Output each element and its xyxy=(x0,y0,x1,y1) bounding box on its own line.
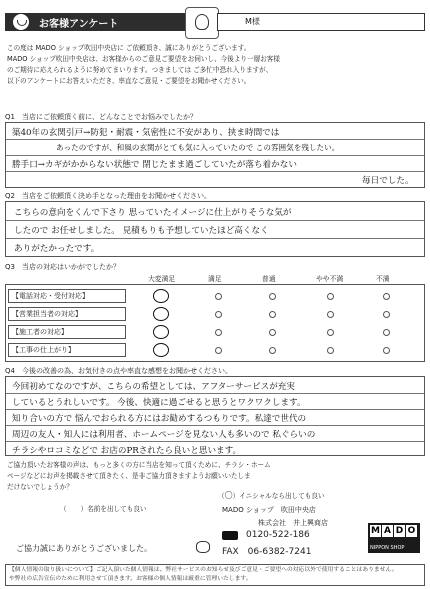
customer-name: M様 xyxy=(245,17,260,26)
q3-radio[interactable] xyxy=(327,293,334,300)
q3-row-installer: 【施工者の対応】 xyxy=(8,325,126,339)
q3-radio[interactable] xyxy=(215,329,222,336)
footnote-line: や弊社の広告宣伝のために利用させて頂きます。お客様の個人情報は厳重に管理いたします。 xyxy=(9,576,252,582)
q2-question: Q2 当店をご依頼頂く決め手となった理由をお聞かせください。 xyxy=(5,192,211,200)
q4-answer-line: チラシやロコミなどで お店のPRされたら良いと思います。 xyxy=(12,446,242,456)
consent-initial-option[interactable]: （〇）イニシャルなら出しても良い xyxy=(218,491,325,500)
q4-answer-box[interactable] xyxy=(5,376,425,456)
closing-line: だけないでしょうか？ xyxy=(7,483,73,491)
q3-radio[interactable] xyxy=(383,311,390,318)
q3-row-finish: 【工事の仕上がり】 xyxy=(8,343,126,357)
shop-name: MADO ショップ 吹田中央店 xyxy=(222,506,316,514)
logo-letter: A xyxy=(382,525,393,537)
q3-radio[interactable] xyxy=(327,311,334,318)
footnote-line: 【個人情報の取り扱いについて】ご記入頂いた個人情報は、弊社サービスのお知らせ及びご意見・ご要望への対応以外で使用することはありません。 xyxy=(9,567,398,573)
q3-radio[interactable] xyxy=(215,293,222,300)
intro-line: MADO ショップ吹田中央店は、お客様からのご意見ご要望をお伺いし、今後より一層お客様 xyxy=(7,55,280,63)
closing-line: ご協力頂いたお客様の声は、もっと多くの方に当店を知って頂くために、チラシ・ホーム xyxy=(7,461,271,469)
q3-radio[interactable] xyxy=(383,329,390,336)
q3-answer-mark[interactable] xyxy=(153,307,169,321)
consent-name-label: 名前を出しても良い xyxy=(87,505,147,513)
q1-answer-box[interactable] xyxy=(5,122,425,188)
q4-closing xyxy=(7,460,427,493)
closing-line: ページなどにお声を掲載させて頂きたく、是非ご協力頂きますようお願いいたしま xyxy=(7,472,251,480)
q3-col-dissatisfied: 不満 xyxy=(376,275,390,283)
logo-letter: O xyxy=(407,526,416,536)
q3-radio[interactable] xyxy=(269,311,276,318)
logo-letter: M xyxy=(371,526,380,536)
q4-answer-line: 知り合いの方で 悩んでおられる方にはお勧めするつもりです。私達で世代の xyxy=(12,414,307,424)
intro-text xyxy=(7,43,427,87)
q4-question: Q4 今後の改善の為、お気付きの点や率直な感想をお聞かせください。 xyxy=(5,367,232,375)
shop-tel: 0120-522-186 xyxy=(246,530,310,540)
q3-radio[interactable] xyxy=(269,347,276,354)
q1-answer-line: 毎日でした。 xyxy=(362,176,414,186)
q1-answer-line: 勝手口→カギがかからない状態で 閉じたまま過ごしていたが落ち着かない xyxy=(12,160,297,170)
q4-answer-line: しているとうれしいです。 今後、快適に過ごせると思うとワクワクします。 xyxy=(12,398,306,408)
q3-radio[interactable] xyxy=(215,347,222,354)
thanks-text: ご協力誠にありがとうございました。 xyxy=(16,544,152,553)
q2-answer-box[interactable] xyxy=(5,201,425,257)
q3-radio[interactable] xyxy=(327,329,334,336)
intro-line: 以下のアンケートにお答えいただき、率直なご意見・ご要望をお聞かせください。 xyxy=(7,77,251,85)
q3-radio[interactable] xyxy=(269,329,276,336)
mado-logo xyxy=(368,523,420,553)
q3-row-sales: 【営業担当者の対応】 xyxy=(8,307,126,321)
q1-answer-line: 築40年の玄関引戸→防犯・耐震・気密性に不安があり、挟ま時間では xyxy=(12,128,280,138)
q3-question: Q3 当店の対応はいかがでしたか？ xyxy=(5,263,120,271)
q3-radio[interactable] xyxy=(327,347,334,354)
q2-answer-line: こちらの意向をくんで下さり 思っていたイメージに仕上がりそうな気が xyxy=(14,208,292,218)
q3-radio[interactable] xyxy=(215,311,222,318)
q1-answer-line: あったのですが、和風の玄関がとても気に入っていたので この雰囲気を残したい。 xyxy=(56,143,340,152)
consent-initial-mark: 〇 xyxy=(224,491,233,500)
q3-radio[interactable] xyxy=(269,293,276,300)
q2-answer-line: したので お任せしました。 見積もりも予想していたほど高くなく xyxy=(14,226,269,236)
q4-answer-line: 周辺の友人・知人には利用者、ホームページを見ない人も多いので 私ぐらいの xyxy=(12,430,316,440)
q3-row-phone: 【電話対応・受付対応】 xyxy=(8,289,126,303)
logo-subtext: NIPPON SHOP xyxy=(370,545,405,551)
intro-line: のご期待に応えられるように努めてまいります。つきましては ご多忙中恐れ入りますが、 xyxy=(7,66,273,74)
person-illustration-icon xyxy=(185,7,219,39)
privacy-note xyxy=(9,566,421,584)
consent-initial-label: イニシャルなら出しても良い xyxy=(239,492,325,500)
shop-company: 株式会社 井上興商店 xyxy=(258,519,328,527)
page-title: お客様アンケート xyxy=(39,19,119,30)
header xyxy=(5,5,425,39)
q3-radio[interactable] xyxy=(383,347,390,354)
q1-question: Q1 当店にご依頼頂く前に、どんなことでお悩みでしたか？ xyxy=(5,113,197,121)
logo-letter: D xyxy=(395,526,404,536)
q3-col-neutral: 普通 xyxy=(262,275,276,283)
q3-radio[interactable] xyxy=(383,293,390,300)
q3-col-very-satisfied: 大変満足 xyxy=(148,275,176,283)
q4-answer-line: 今回初めてなのですが、こちらの希望としては、アフターサービスが充実 xyxy=(12,382,295,392)
q3-answer-mark[interactable] xyxy=(153,289,169,303)
q3-answer-mark[interactable] xyxy=(153,343,169,357)
consent-name-option[interactable]: （ ）名前を出しても良い xyxy=(60,505,147,513)
intro-line: この度は MADO ショップ吹田中央店に ご依頼頂き、誠にありがとうございます。 xyxy=(7,44,251,52)
q2-answer-line: ありがたかったです。 xyxy=(14,244,100,254)
shop-fax: FAX 06-6382-7241 xyxy=(222,547,312,557)
q3-col-satisfied: 満足 xyxy=(208,275,222,283)
smile-icon xyxy=(13,14,29,30)
q3-col-dissatisfied-slight: やや不満 xyxy=(316,275,344,283)
cat-icon xyxy=(196,541,210,553)
q3-answer-mark[interactable] xyxy=(153,325,169,339)
freedial-icon xyxy=(222,531,238,540)
